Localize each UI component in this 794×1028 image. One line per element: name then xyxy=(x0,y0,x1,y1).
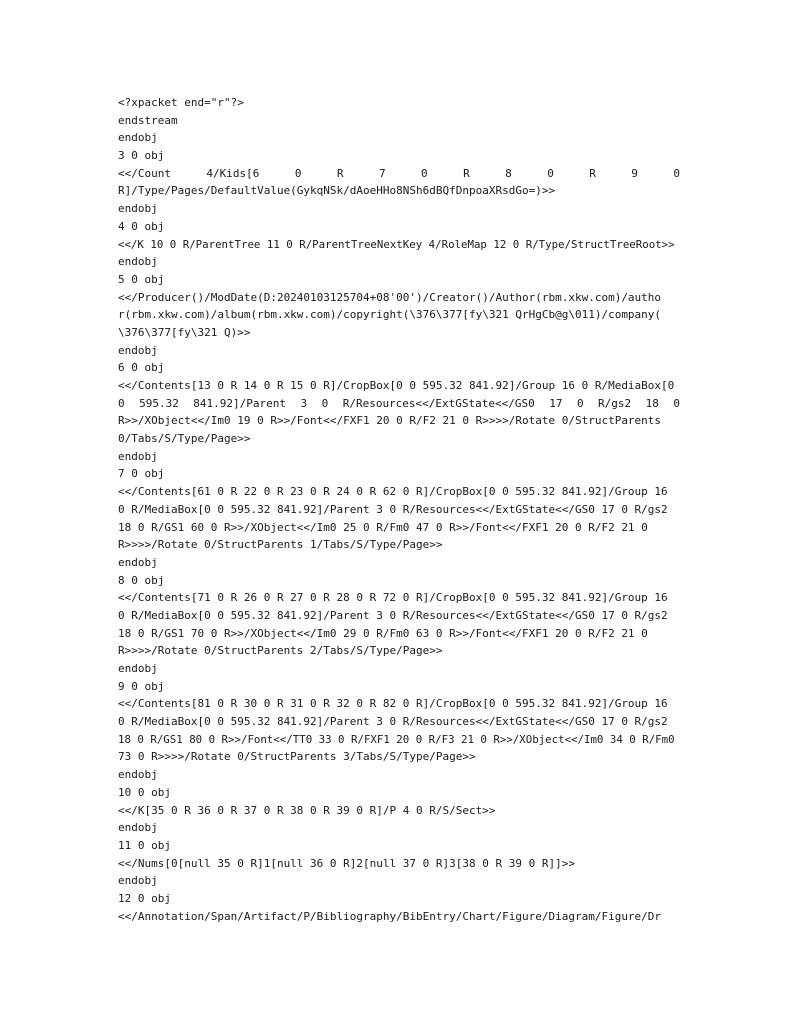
text-line: 4 0 obj xyxy=(118,219,165,233)
text-line: 0 R/MediaBox[0 0 595.32 841.92]/Parent 3 0 R/Resources<</ExtGState<</GS0 17 0 R/gs2 xyxy=(118,502,668,516)
text-line: 18 0 R/GS1 60 0 R>>/XObject<</Im0 25 0 R/Fm0 47 0 R>>/Font<</FXF1 20 0 R/F2 21 0 xyxy=(118,520,648,534)
text-line: endobj xyxy=(118,874,158,888)
text-line: endobj xyxy=(118,343,158,357)
text-line: 5 0 obj xyxy=(118,272,165,286)
text-line: 11 0 obj xyxy=(118,838,171,852)
text-line: 9 0 obj xyxy=(118,679,165,693)
text-line: endobj xyxy=(118,131,158,145)
text-line: endobj xyxy=(118,662,158,675)
text-line: 0 R/MediaBox[0 0 595.32 841.92]/Parent 3 0 R/Resources<</ExtGState<</GS0 17 0 R/gs2 xyxy=(118,608,668,622)
text-line: <</Annotation/Span/Artifact/P/Bibliography/BibEntry/Chart/Figure/Diagram/Figure/Dr xyxy=(118,909,662,923)
text-line: 6 0 obj xyxy=(118,361,165,375)
text-line: endobj xyxy=(118,555,158,569)
text-line: endobj xyxy=(118,449,158,463)
text-line: <?xpacket end="r"?> xyxy=(118,96,244,109)
text-line: \376\377[fy\321 Q)>> xyxy=(118,325,251,339)
text-line: <</Contents[81 0 R 30 0 R 31 0 R 32 0 R 82 0 R]/CropBox[0 0 595.32 841.92]/Group 16 xyxy=(118,697,668,711)
text-line: 7 0 obj xyxy=(118,467,165,481)
text-line: R>>/XObject<</Im0 19 0 R>>/Font<</FXF1 20 0 R/F2 21 0 R>>>>/Rotate 0/StructParents xyxy=(118,414,662,428)
text-line: endobj xyxy=(118,202,158,216)
text-line: 73 0 R>>>>/Rotate 0/StructParents 3/Tabs/S/Type/Page>> xyxy=(118,750,476,764)
text-line: endobj xyxy=(118,821,158,835)
text-line: <</Contents[13 0 R 14 0 R 15 0 R]/CropBox[0 0 595.32 841.92]/Group 16 0 R/MediaBox[0 xyxy=(118,379,675,392)
text-line: <</Nums[0[null 35 0 R]1[null 36 0 R]2[null 37 0 R]3[38 0 R 39 0 R]]>> xyxy=(118,856,575,870)
text-line: 0/Tabs/S/Type/Page>> xyxy=(118,432,251,446)
text-line: R>>>>/Rotate 0/StructParents 2/Tabs/S/Type/Page>> xyxy=(118,644,443,658)
text-line: 8 0 obj xyxy=(118,573,165,587)
text-line: r(rbm.xkw.com)/album(rbm.xkw.com)/copyright(\376\377[fy\321 QrHgCb@g\011)/company( xyxy=(118,308,662,322)
text-line: <</Contents[71 0 R 26 0 R 27 0 R 28 0 R 72 0 R]/CropBox[0 0 595.32 841.92]/Group 16 xyxy=(118,591,668,605)
text-line: 0 R/MediaBox[0 0 595.32 841.92]/Parent 3 0 R/Resources<</ExtGState<</GS0 17 0 R/gs2 xyxy=(118,715,668,729)
text-line: endobj xyxy=(118,768,158,782)
text-line: 0 595.32 841.92]/Parent 3 0 R/Resources<</ExtGState<</GS0 17 0 R/gs2 18 0 xyxy=(118,396,680,410)
text-line: 12 0 obj xyxy=(118,891,171,905)
pdf-source-text xyxy=(118,94,680,925)
text-line: 18 0 R/GS1 80 0 R>>/Font<</TT0 33 0 R/FXF1 20 0 R/F3 21 0 R>>/XObject<</Im0 34 0 R/Fm0 xyxy=(118,732,675,746)
text-line: <</Contents[61 0 R 22 0 R 23 0 R 24 0 R 62 0 R]/CropBox[0 0 595.32 841.92]/Group 16 xyxy=(118,485,668,499)
text-line: endstream xyxy=(118,113,178,127)
text-line: <</Count 4/Kids[6 0 R 7 0 R 8 0 R 9 0 xyxy=(118,166,680,180)
text-line: endobj xyxy=(118,255,158,269)
text-line: <</K 10 0 R/ParentTree 11 0 R/ParentTreeNextKey 4/RoleMap 12 0 R/Type/StructTreeRoot>> xyxy=(118,237,675,251)
text-line: 18 0 R/GS1 70 0 R>>/XObject<</Im0 29 0 R/Fm0 63 0 R>>/Font<</FXF1 20 0 R/F2 21 0 xyxy=(118,626,648,640)
text-line: <</Producer()/ModDate(D:20240103125704+08'00')/Creator()/Author(rbm.xkw.com)/autho xyxy=(118,290,662,304)
text-line: R>>>>/Rotate 0/StructParents 1/Tabs/S/Type/Page>> xyxy=(118,538,443,552)
text-line: <</K[35 0 R 36 0 R 37 0 R 38 0 R 39 0 R]/P 4 0 R/S/Sect>> xyxy=(118,803,496,817)
text-line: 3 0 obj xyxy=(118,149,165,163)
text-line: R]/Type/Pages/DefaultValue(GykqNSk/dAoeHHo8NSh6dBQfDnpoaXRsdGo=)>> xyxy=(118,184,556,198)
text-line: 10 0 obj xyxy=(118,785,171,799)
